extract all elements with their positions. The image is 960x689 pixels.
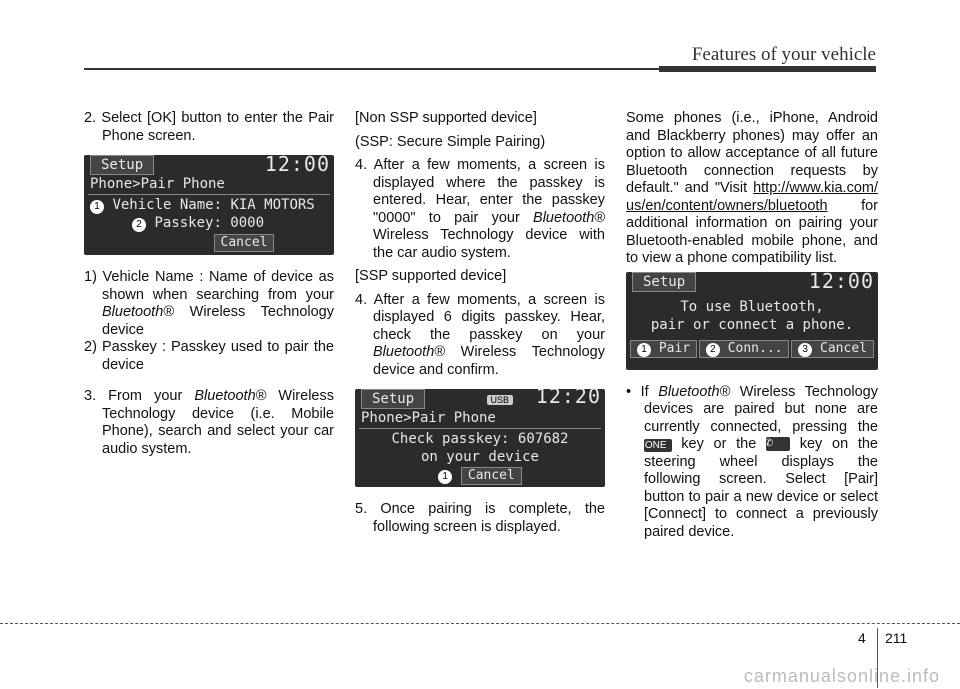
callout-2: 2 <box>132 218 146 232</box>
step-5: 5. Once pairing is complete, the following screen is displayed. <box>355 501 605 535</box>
step-2: 2. Select [OK] button to enter the Pair Phone screen. <box>84 110 334 144</box>
note-1: 1) Vehicle Name : Name of device as shown when searching from your Bluetooth® Wireless Technology device <box>84 269 334 338</box>
pair-phone-screen <box>84 155 334 255</box>
step-3: 3. From your Bluetooth® Wireless Technology device (i.e. Mobile Phone), search and select your car audio system. <box>84 388 334 457</box>
connect-button[interactable]: 2 Conn... <box>699 340 790 358</box>
cancel-button[interactable]: Cancel <box>214 234 275 252</box>
clock: 12:20 <box>535 389 601 409</box>
phone-key-icon: PHONE <box>644 439 672 452</box>
call-key-icon: ✆ <box>766 437 790 451</box>
screen-divider <box>88 194 330 195</box>
column-1 <box>84 110 334 458</box>
message-line-2: pair or connect a phone. <box>650 316 854 333</box>
ssp-definition: (SSP: Secure Simple Pairing) <box>355 133 546 150</box>
header-title: Features of your vehicle <box>691 44 876 65</box>
chapter-number: 4 <box>858 630 866 646</box>
watermark: carmanualsonline.info <box>743 666 940 686</box>
non-ssp-heading: [Non SSP supported device] <box>355 110 537 126</box>
callout-1: 1 <box>90 200 104 214</box>
bullet-paragraph: • If Bluetooth® Wireless Technology devices are paired but none are currently connected, pressing the PHONE key or the ✆ key on the steering wheel displays the following screen. Select [Pair] button to pair a new device or select [Connect] to connect a previously paired device. <box>626 383 878 540</box>
cancel-button[interactable]: 3 Cancel <box>791 340 874 358</box>
check-passkey-screen <box>355 389 605 487</box>
setup-label: Setup <box>632 272 696 292</box>
step-4-ssp: 4. After a few moments, a screen is displayed 6 digits passkey. Hear, check the passkey on your Bluetooth® Wireless Technology device and confirm. <box>355 291 605 378</box>
on-your-device: on your device <box>420 449 539 465</box>
usb-indicator: USB <box>487 395 514 405</box>
setup-label: Setup <box>90 155 154 175</box>
compat-paragraph: Some phones (i.e., iPhone, Android and Blackberry phones) may offer an option to allow acceptance of all future Bluetooth connection requests by default." and "Visit http://www.kia.com/us/en/content/owners/bluetooth for additional information on pairing your Bluetooth-enabled mobile phone, and to view a phone compatibility list. <box>626 110 878 266</box>
note-2: 2) Passkey : Passkey used to pair the device <box>84 339 334 373</box>
check-passkey: Check passkey: 607682 <box>391 431 569 447</box>
clock: 12:00 <box>264 155 330 177</box>
step-4-nonssp: 4. After a few moments, a screen is displayed where the passkey is entered. Hear, enter the passkey "0000" to pair your Bluetooth® Wireless Technology device with the car audio system. <box>355 157 605 261</box>
page-number: 211 <box>885 630 908 646</box>
column-3 <box>626 110 878 541</box>
bluetooth-link[interactable]: http://www.kia.com/us/en/content/owners/bluetooth <box>626 180 878 214</box>
callout-1: 1 <box>438 470 452 484</box>
breadcrumb: Phone>Pair Phone <box>361 410 496 426</box>
pair-button[interactable]: 1 Pair <box>630 340 697 358</box>
vehicle-name: Vehicle Name: KIA MOTORS <box>112 197 315 213</box>
cancel-button[interactable]: Cancel <box>461 467 522 485</box>
setup-label: Setup <box>361 389 425 409</box>
connect-phone-screen <box>626 272 878 370</box>
footer-rule <box>0 623 960 624</box>
passkey: Passkey: 0000 <box>154 215 265 231</box>
column-2 <box>355 110 605 536</box>
ssp-heading: [SSP supported device] <box>355 268 507 284</box>
clock: 12:00 <box>808 271 874 293</box>
screen-divider <box>359 428 601 429</box>
breadcrumb: Phone>Pair Phone <box>90 176 225 192</box>
header-accent-bar <box>659 66 876 72</box>
message-line-1: To use Bluetooth, <box>680 298 824 315</box>
